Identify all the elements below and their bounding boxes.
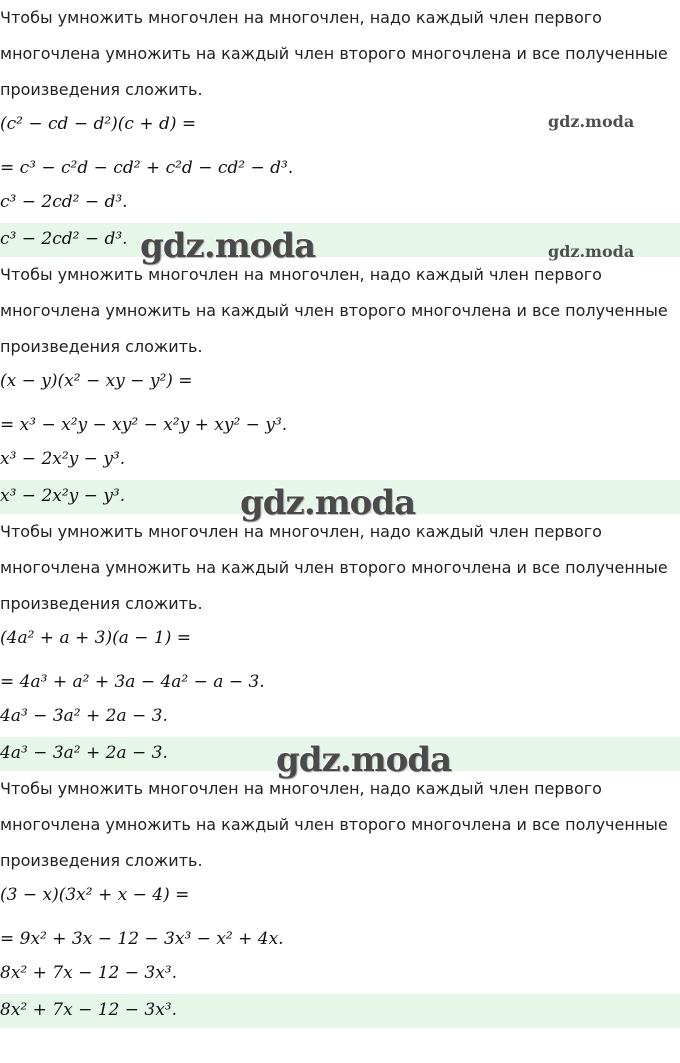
watermark-small: gdz.moda [548,112,635,131]
simplified-result: 8x² + 7x − 12 − 3x³. [0,963,178,983]
expression: (c² − cd − d²)(c + d) = [0,114,197,134]
solution-section-2 [0,257,680,523]
watermark-logo: gdz.moda [240,483,416,523]
solution-section-4 [0,771,680,1028]
expansion: = c³ − c²d − cd² + c²d − cd² − d³. [0,158,294,178]
rule-text-line-3: произведения сложить. [0,337,203,356]
rule-text-line-3: произведения сложить. [0,851,203,870]
rule-text-line-2: многочлена умножить на каждый член второго многочлена и все полученные [0,558,668,577]
solution-section-1 [0,0,680,266]
watermark-small: gdz.moda [548,242,635,261]
expression: (3 − x)(3x² + x − 4) = [0,885,190,905]
final-answer: c³ − 2cd² − d³. [0,229,128,249]
rule-text-line-2: многочлена умножить на каждый член второго многочлена и все полученные [0,815,668,834]
rule-text-line-2: многочлена умножить на каждый член второго многочлена и все полученные [0,44,668,63]
rule-text-line-1: Чтобы умножить многочлен на многочлен, надо каждый член первого [0,8,602,27]
rule-text-line-1: Чтобы умножить многочлен на многочлен, надо каждый член первого [0,265,602,284]
expression: (4a² + a + 3)(a − 1) = [0,628,192,648]
simplified-result: c³ − 2cd² − d³. [0,192,128,212]
expansion: = 9x² + 3x − 12 − 3x³ − x² + 4x. [0,929,284,949]
expression: (x − y)(x² − xy − y²) = [0,371,193,391]
final-answer: 8x² + 7x − 12 − 3x³. [0,1000,178,1020]
rule-text-line-2: многочлена умножить на каждый член второго многочлена и все полученные [0,301,668,320]
simplified-result: 4a³ − 3a² + 2a − 3. [0,706,168,726]
final-answer: x³ − 2x²y − y³. [0,486,126,506]
simplified-result: x³ − 2x²y − y³. [0,449,126,469]
solution-section-3 [0,514,680,780]
rule-text-line-1: Чтобы умножить многочлен на многочлен, надо каждый член первого [0,779,602,798]
expansion: = 4a³ + a² + 3a − 4a² − a − 3. [0,672,265,692]
final-answer: 4a³ − 3a² + 2a − 3. [0,743,168,763]
rule-text-line-1: Чтобы умножить многочлен на многочлен, надо каждый член первого [0,522,602,541]
expansion: = x³ − x²y − xy² − x²y + xy² − y³. [0,415,288,435]
rule-text-line-3: произведения сложить. [0,80,203,99]
rule-text-line-3: произведения сложить. [0,594,203,613]
watermark-logo: gdz.moda [276,740,452,780]
watermark-logo: gdz.moda [140,226,316,266]
